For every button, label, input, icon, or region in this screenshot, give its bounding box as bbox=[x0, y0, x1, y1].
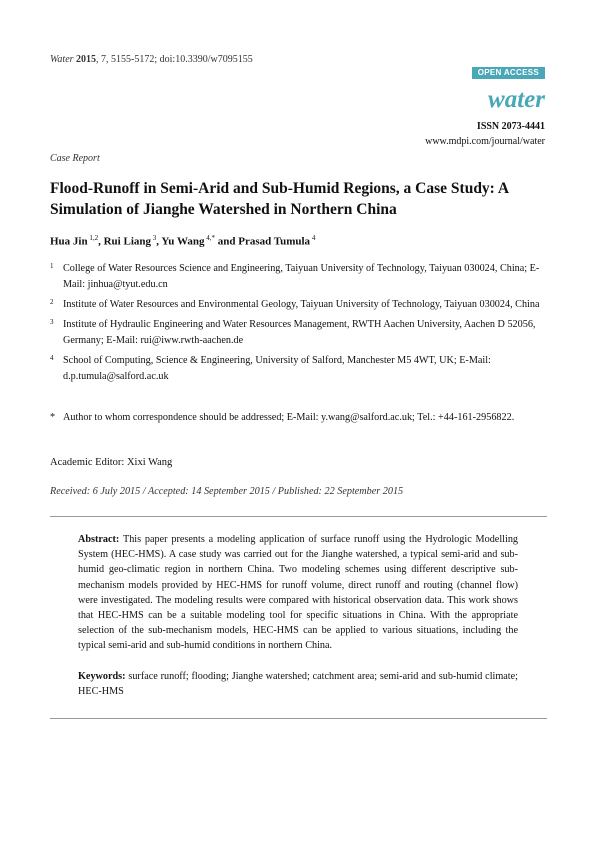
affiliation-text: School of Computing, Science & Engineering, University of Salford, Manchester M5 4WT, UK; E-Mail: d.p.tumula@salford.ac.uk bbox=[63, 355, 491, 382]
affiliation-item bbox=[50, 297, 550, 313]
open-access-badge: OPEN ACCESS bbox=[472, 67, 545, 79]
author-affiliation-mark: 4 bbox=[310, 234, 316, 242]
journal-url[interactable]: www.mdpi.com/journal/water bbox=[425, 136, 545, 147]
citation-details: , 7, 5155-5172; doi:10.3390/w7095155 bbox=[96, 54, 253, 65]
affiliation-number: 4 bbox=[50, 354, 54, 362]
journal-name: Water bbox=[50, 54, 74, 65]
affiliation-text: Institute of Water Resources and Environmental Geology, Taiyuan University of Technology, Taiyuan 030024, China bbox=[63, 299, 540, 310]
keywords-text: surface runoff; flooding; Jianghe watershed; catchment area; semi-arid and sub-humid climate; HEC-HMS bbox=[78, 671, 518, 698]
author-affiliation-mark: 1,2 bbox=[87, 234, 99, 242]
affiliation-list bbox=[50, 261, 550, 389]
correspondence-text: Author to whom correspondence should be addressed; E-Mail: y.wang@salford.ac.uk; Tel.: +44-161-2956822. bbox=[63, 412, 515, 423]
abstract bbox=[78, 532, 518, 654]
affiliation-number: 1 bbox=[50, 262, 54, 270]
citation-line bbox=[50, 54, 253, 65]
correspondence-note bbox=[50, 410, 550, 426]
author-name: Hua Jin bbox=[50, 235, 88, 248]
author-separator: and bbox=[214, 235, 239, 248]
affiliation-item bbox=[50, 261, 550, 293]
author-separator: , bbox=[98, 235, 104, 248]
correspondence-mark: * bbox=[50, 412, 56, 423]
citation-year: 2015 bbox=[76, 54, 97, 65]
abstract-text: This paper presents a modeling application of surface runoff using the Hydrologic Modelling System (HEC-HMS). A case study was carried out for the Jianghe watershed, a typical semi-arid and sub-humid geo-climatic region in northern China. Two modeling schemes using different descriptive sub-mechanism models provided by HEC-HMS for runoff volume, direct runoff and routing (channel flow) were investigated. The modeling results were compared with historical observation data. This work shows that HEC-HMS can be a suitable modeling tool for specific situations in China. With the appropriate selection of the sub-mechanism models, HEC-HMS can be applied to various situations, including the typical semi-arid and sub-humid conditions in northern China. bbox=[78, 534, 519, 652]
affiliation-text: College of Water Resources Science and Engineering, Taiyuan University of Technology, Taiyuan 030024, China; E-Mail: jinhua@tyut.edu.cn bbox=[63, 263, 540, 290]
author-name: Yu Wang bbox=[161, 235, 205, 248]
divider-bottom bbox=[50, 718, 547, 719]
affiliation-number: 3 bbox=[50, 318, 54, 326]
article-title: Flood-Runoff in Semi-Arid and Sub-Humid Regions, a Case Study: A Simulation of Jianghe Watershed in Northern China bbox=[50, 180, 509, 218]
divider-top bbox=[50, 516, 547, 517]
author-name: Rui Liang bbox=[103, 235, 151, 248]
author-separator: , bbox=[156, 235, 162, 248]
affiliation-item bbox=[50, 353, 550, 385]
affiliation-number: 2 bbox=[50, 298, 54, 306]
author-affiliation-mark: 3 bbox=[151, 234, 157, 242]
article-type: Case Report bbox=[50, 153, 100, 164]
keywords-label: Keywords: bbox=[78, 671, 126, 682]
keywords bbox=[78, 669, 518, 699]
abstract-label: Abstract: bbox=[78, 534, 120, 545]
affiliation-item bbox=[50, 317, 550, 349]
author-list bbox=[50, 234, 315, 248]
publication-dates: Received: 6 July 2015 / Accepted: 14 September 2015 / Published: 22 September 2015 bbox=[50, 486, 404, 497]
author-affiliation-mark: 4,* bbox=[204, 234, 215, 242]
author-name: Prasad Tumula bbox=[238, 235, 311, 248]
journal-logo: water bbox=[488, 86, 545, 113]
academic-editor: Academic Editor: Xixi Wang bbox=[50, 457, 173, 468]
affiliation-text: Institute of Hydraulic Engineering and Water Resources Management, RWTH Aachen University, Aachen D 52056, Germany; E-Mail: rui@iww.rwth-aachen.de bbox=[63, 319, 536, 346]
issn: ISSN 2073-4441 bbox=[476, 121, 545, 132]
